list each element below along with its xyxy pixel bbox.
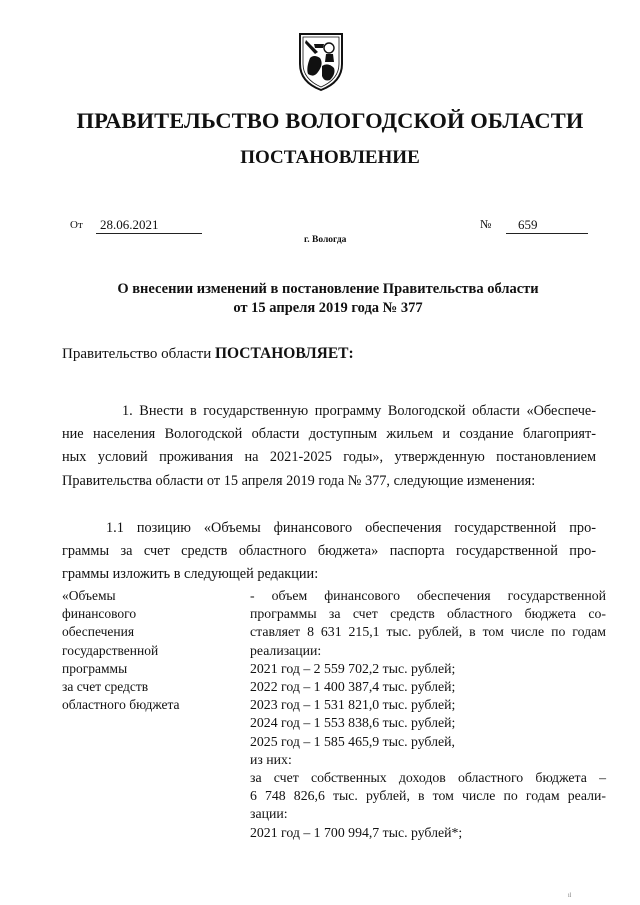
- subject-line: от 15 апреля 2019 года № 377: [233, 300, 423, 316]
- table-left-line: обеспечения: [62, 624, 135, 640]
- table-right-line: 2025 год – 1 585 465,9 тыс. рублей,: [250, 733, 455, 749]
- table-right-line: зации:: [250, 806, 288, 822]
- document-subject: [0, 280, 640, 318]
- table-left-line: за счет средств: [62, 679, 149, 695]
- table-left-line: финансового: [62, 606, 137, 622]
- table-right-line: за счет собственных доходов областного бюджета –: [250, 770, 606, 786]
- footer-mark: il: [568, 893, 572, 899]
- number-field: [480, 217, 538, 232]
- decree-word: ПОСТАНОВЛЯЕТ:: [214, 345, 354, 362]
- table-right-line: 2021 год – 1 700 994,7 тыс. рублей*;: [250, 824, 463, 840]
- table-right-line: ставляет 8 631 215,1 тыс. рублей, в том числе по годам: [250, 624, 606, 640]
- document-type-title: ПОСТАНОВЛЕНИЕ: [240, 147, 420, 168]
- paragraph-line: Правительства области от 15 апреля 2019 года № 377, следующие изменения:: [62, 472, 536, 489]
- date-prefix: От: [70, 219, 83, 231]
- table-left-line: «Объемы: [62, 588, 116, 603]
- table-left-line: областного бюджета: [62, 697, 180, 713]
- table-right-line: 2022 год – 1 400 387,4 тыс. рублей;: [250, 679, 456, 695]
- document-number: 659: [506, 217, 588, 234]
- paragraph-line: граммы за счет средств областного бюджета» паспорта государственной про-: [62, 543, 596, 560]
- table-right-line: реализации:: [250, 642, 322, 658]
- decree-prefix: Правительство области: [62, 346, 212, 362]
- table-left-column: [62, 587, 232, 714]
- table-right-line: 2021 год – 2 559 702,2 тыс. рублей;: [250, 660, 456, 676]
- table-left-line: программы: [62, 660, 128, 676]
- table-right-line: - объем финансового обеспечения государственной: [250, 588, 606, 603]
- paragraph-line: ние населения Вологодской области доступным жильем и создание благоприят-: [62, 426, 596, 443]
- paragraph-line: 1.1 позицию «Объемы финансового обеспечения государственной про-: [106, 520, 596, 536]
- paragraph-line: 1. Внести в государственную программу Вологодской области «Обеспече-: [122, 403, 596, 419]
- government-title: ПРАВИТЕЛЬСТВО ВОЛОГОДСКОЙ ОБЛАСТИ: [76, 108, 584, 133]
- table-left-line: государственной: [62, 642, 159, 658]
- city-label: г. Вологда: [304, 235, 347, 245]
- table-right-line: 2024 год – 1 553 838,6 тыс. рублей;: [250, 715, 456, 731]
- coat-of-arms-emblem: [296, 28, 346, 92]
- table-right-line: из них:: [250, 751, 292, 767]
- document-date: 28.06.2021: [96, 217, 202, 234]
- paragraph-line: граммы изложить в следующей редакции:: [62, 566, 319, 583]
- table-right-line: 6 748 826,6 тыс. рублей, в том числе по годам реали-: [250, 788, 606, 804]
- table-right-column: [250, 587, 606, 842]
- table-right-line: 2023 год – 1 531 821,0 тыс. рублей;: [250, 697, 456, 713]
- date-field: [70, 217, 159, 232]
- decree-statement: [62, 345, 354, 363]
- paragraph-1: [62, 400, 596, 493]
- number-prefix: №: [480, 217, 492, 231]
- paragraph-2: [62, 517, 596, 587]
- paragraph-line: ных условий проживания на 2021-2025 годы», утвержденную постановлением: [62, 449, 596, 466]
- subject-line: О внесении изменений в постановление Правительства области: [117, 281, 539, 297]
- table-right-line: программы за счет средств областного бюджета со-: [250, 606, 606, 622]
